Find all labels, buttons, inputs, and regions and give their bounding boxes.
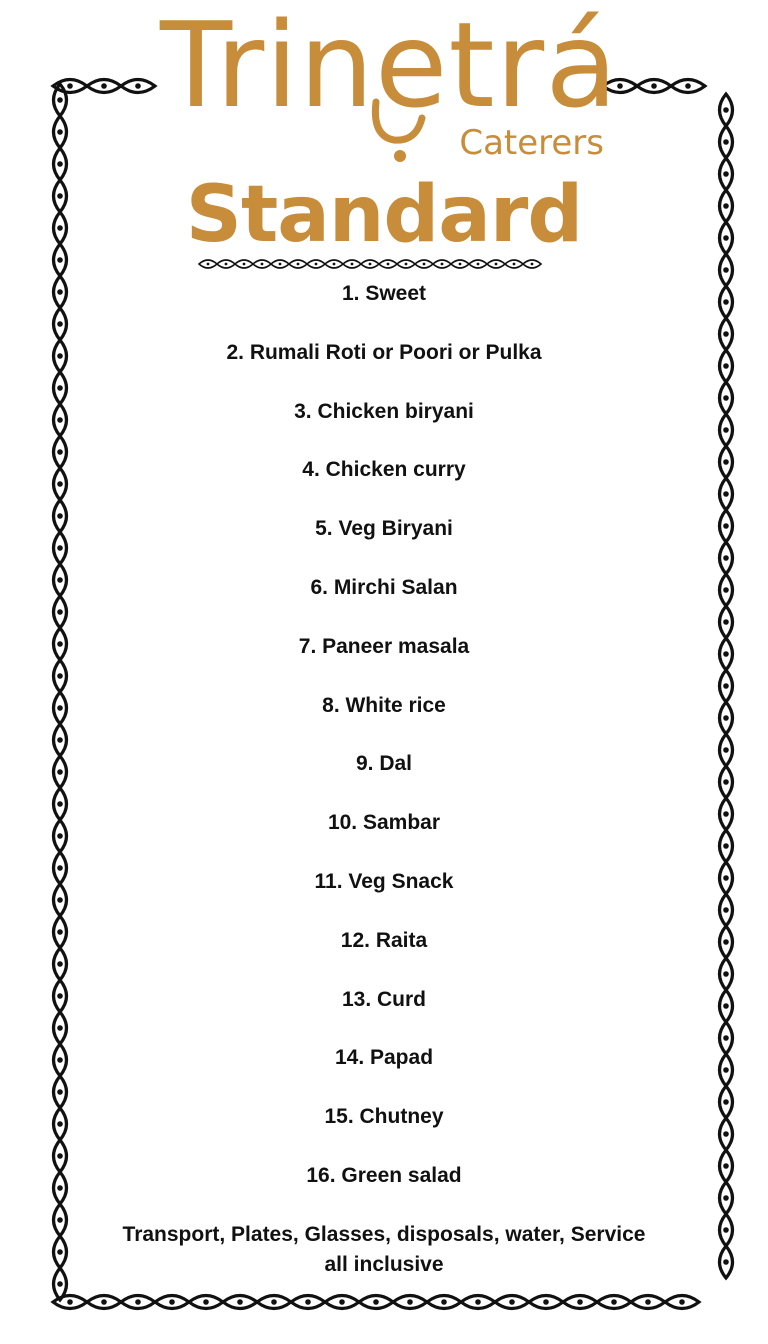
- package-title: Standard: [185, 170, 583, 260]
- chain-top-left-edge: [53, 80, 155, 93]
- inclusions-line-1: Transport, Plates, Glasses, disposals, water, Service: [122, 1223, 646, 1246]
- menu-item: 9. Dal: [355, 752, 413, 776]
- inclusions-line-2: all inclusive: [324, 1253, 444, 1276]
- brand-wordmark: Trinetrá: [160, 0, 619, 134]
- brand-logo: [160, 0, 619, 180]
- menu-item: 12. Raita: [340, 928, 428, 952]
- inclusions-note: [100, 1220, 668, 1280]
- brand-tagline: Caterers: [459, 123, 604, 163]
- menu-item: 8. White rice: [322, 693, 446, 717]
- menu-item: 16. Green salad: [306, 1163, 462, 1187]
- chain-bottom-edge: [53, 1296, 699, 1309]
- menu-item: 15. Chutney: [324, 1105, 444, 1129]
- menu-item: 5. Veg Biryani: [315, 517, 453, 541]
- menu-item: 14. Papad: [334, 1046, 434, 1070]
- menu-item: 10. Sambar: [327, 811, 441, 835]
- title-divider-ornament: [198, 254, 558, 274]
- menu-item: 2. Rumali Roti or Poori or Pulka: [226, 340, 542, 364]
- menu-list: [0, 280, 768, 1221]
- menu-item: 7. Paneer masala: [298, 634, 470, 658]
- menu-item: 6. Mirchi Salan: [310, 575, 458, 599]
- menu-item: 3. Chicken biryani: [294, 399, 474, 423]
- menu-item: 11. Veg Snack: [314, 869, 454, 893]
- menu-item: 1. Sweet: [341, 282, 427, 305]
- menu-item: 4. Chicken curry: [302, 458, 466, 482]
- logo-swash-icon: [370, 96, 430, 166]
- menu-item: 13. Curd: [341, 987, 427, 1011]
